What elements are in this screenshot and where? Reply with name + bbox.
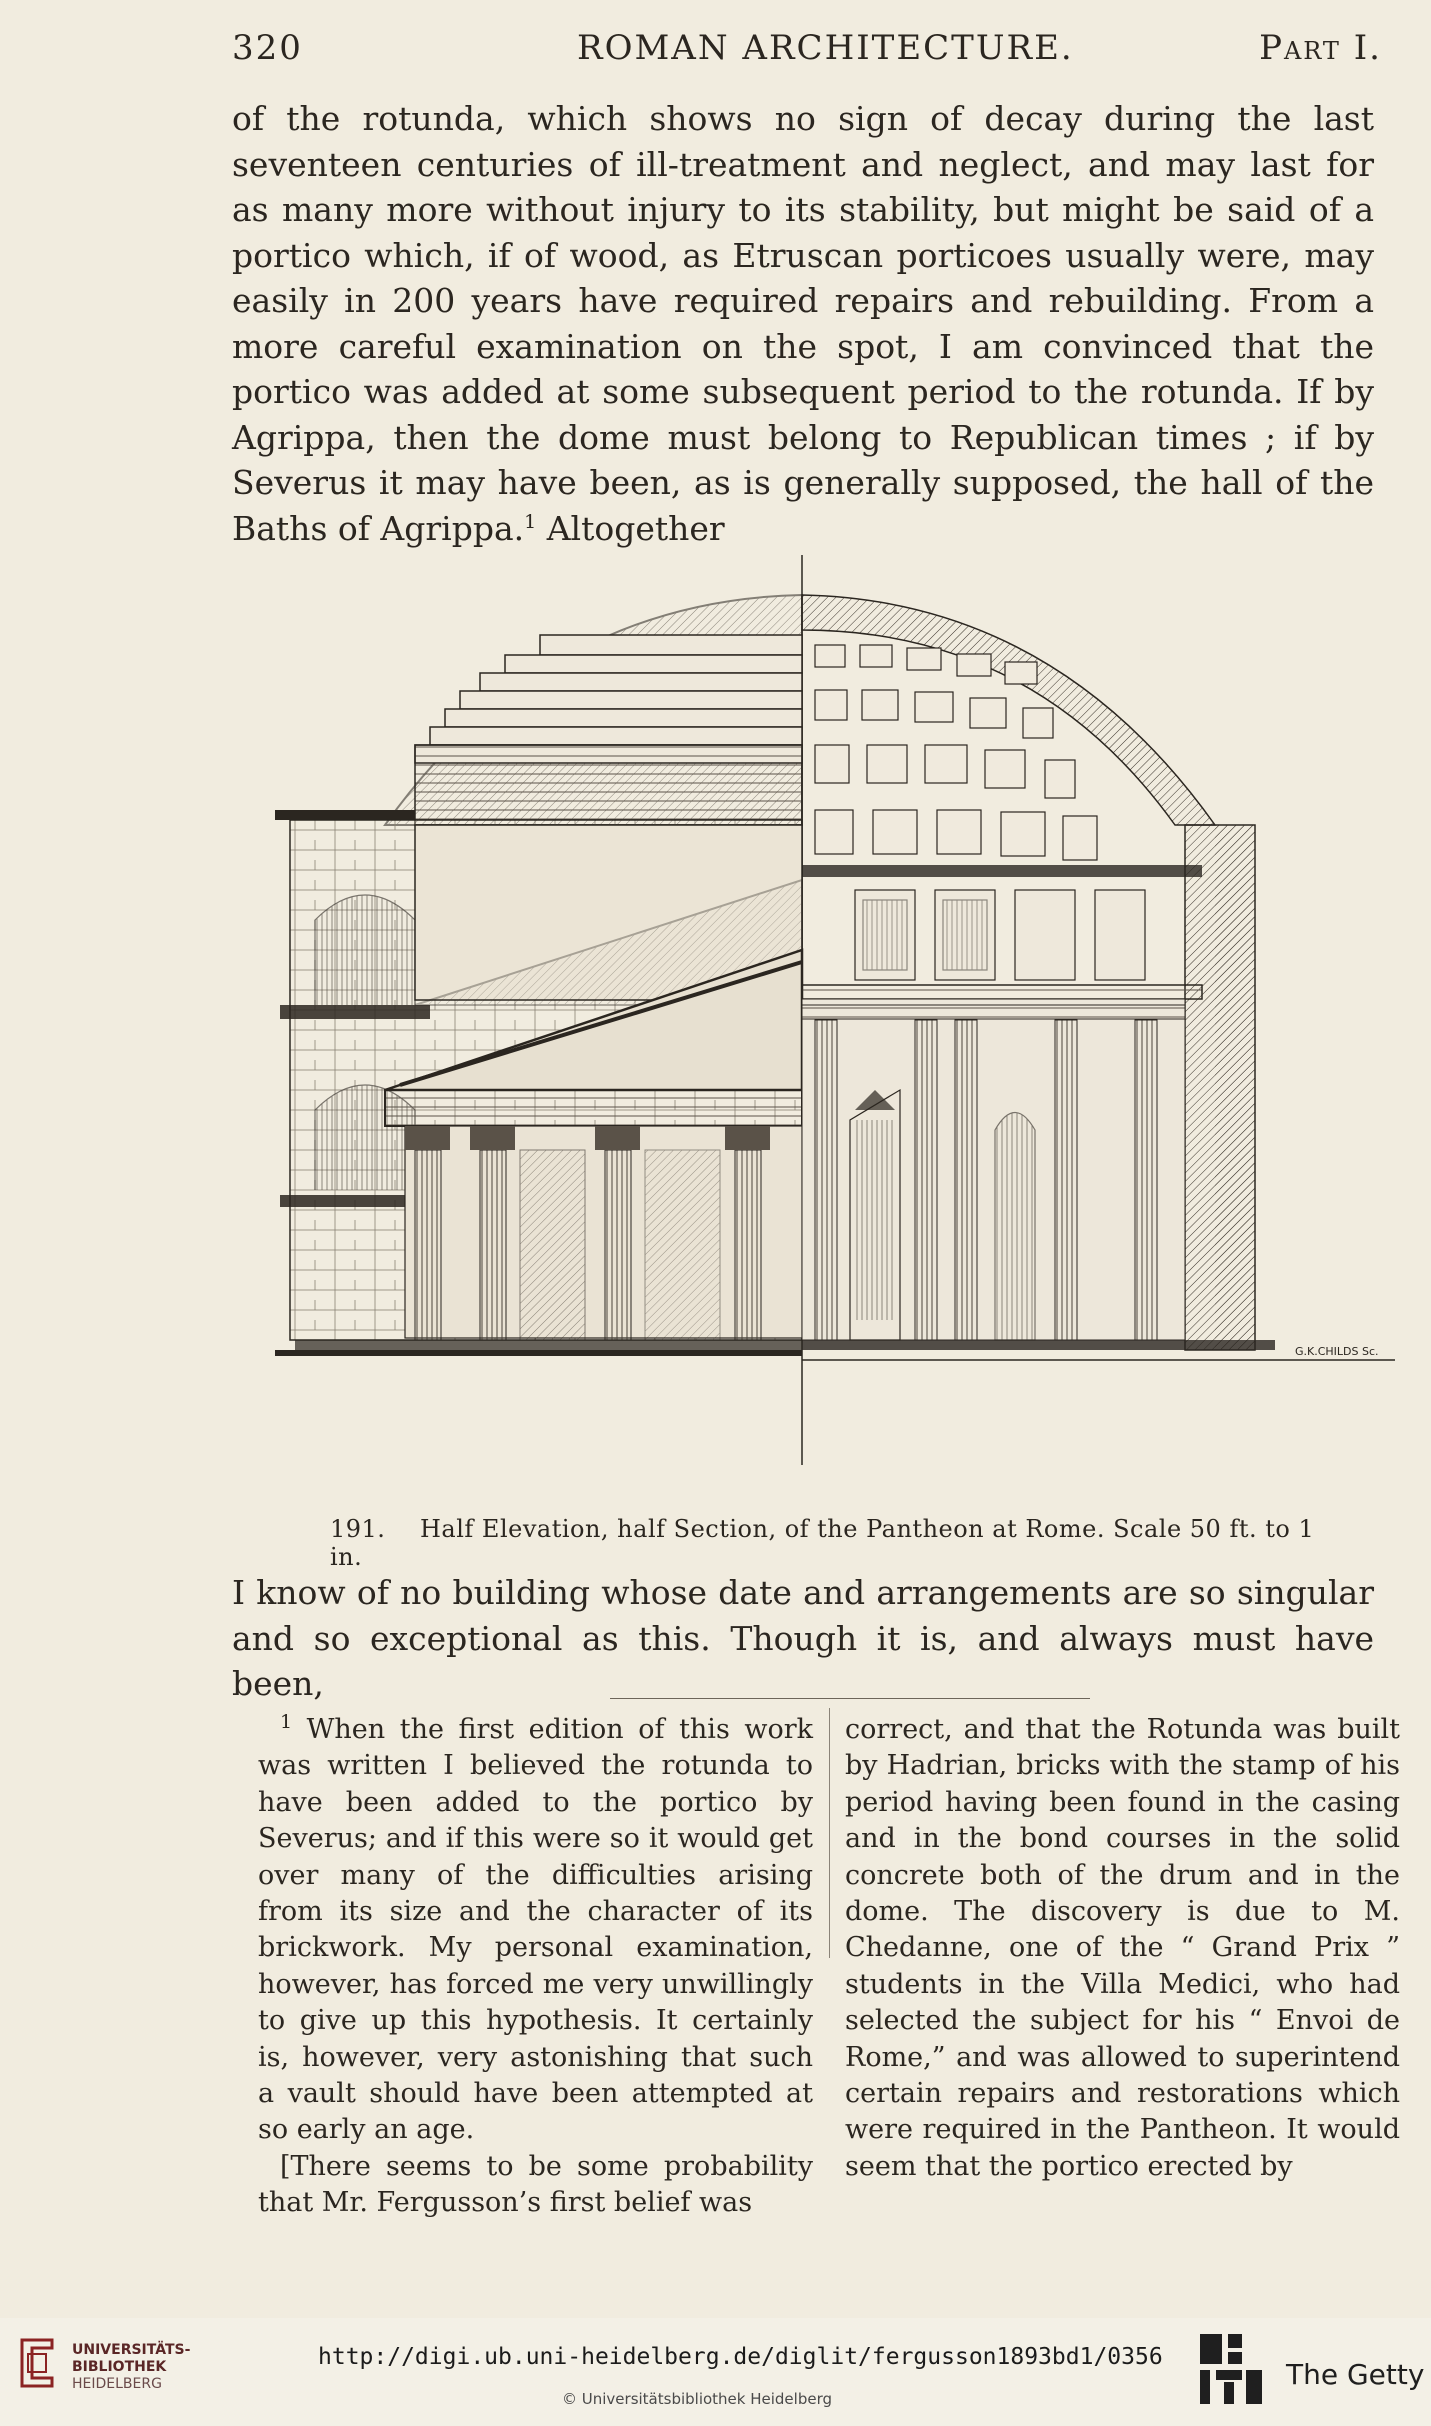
- part-label: Part I.: [1259, 28, 1382, 68]
- figure-caption-text: Half Elevation, half Section, of the Pantheon at Rome. Scale 50 ft. to 1 in.: [330, 1515, 1315, 1571]
- steps-left: [295, 1340, 802, 1350]
- running-title: ROMAN ARCHITECTURE.: [577, 28, 1074, 68]
- getty-label: The Getty: [1286, 2358, 1425, 2391]
- library-name-line1: UNIVERSITÄTS-: [72, 2342, 191, 2358]
- getty-logo-icon: [1196, 2330, 1266, 2412]
- attic-cornice: [802, 865, 1202, 877]
- main-cornice-right: [802, 985, 1202, 999]
- body-text-top: of the rotunda, which shows no sign of decay during the last seventeen centuries of ill-treatment and neglect, and may last for as many more without injury to its stability, but might be said of a portico which, if of wood, as Etruscan porticoes usually were, may easily in 200 years have required repairs and rebuilding. From a more careful examination on the spot, I am convinced that the portico was added at some subsequent period to the rotunda. If by Agrippa, then the dome must belong to Republican times ; if by Severus it may have been, as is generally supposed, the hall of the Baths of Agrippa.: [232, 99, 1374, 548]
- body-paragraph-bottom: [232, 1570, 1374, 1707]
- body-text-top-end: Altogether: [536, 508, 725, 548]
- footnote-right-column: [845, 1712, 1400, 2185]
- footnote-text-1: When the first edition of this work was written I believed the rotunda to have been added to the portico by Severus; and if this were so it would get over many of the difficulties arising from its size and the character of its brickwork. My personal examination, however, has forced me very unwillingly to give up this hypothesis. It certainly is, however, very astonishing that such a vault should have been attempted at so early an age.: [258, 1714, 813, 2146]
- figure-caption: [330, 1515, 1330, 1571]
- interior-order: [802, 999, 1185, 1340]
- footnote-rule: [610, 1698, 1090, 1699]
- attic-panels: [855, 890, 1145, 980]
- portico-entablature: [385, 1090, 802, 1126]
- body-text-bottom: I know of no building whose date and arrangements are so singular and so exceptional as this. Though it is, and always must have been,: [232, 1573, 1374, 1703]
- cornice-left: [275, 810, 415, 820]
- library-name: [72, 2342, 190, 2393]
- floor-right: [802, 1340, 1275, 1350]
- body-paragraph-top: [232, 96, 1374, 551]
- footnote-text-3: correct, and that the Rotunda was built by Hadrian, bricks with the stamp of his period having been found in the casing and in the bond courses in the solid concrete both of the drum and in the dome. The discovery is due to M. Chedanne, one of the “ Grand Prix ” students in the Villa Medici, who had selected the subject for his “ Envoi de Rome,” and was allowed to superintend certain repairs and restorations which were required in the Pantheon. It would seem that the portico erected by: [845, 1714, 1400, 2182]
- digitization-footer: [0, 2318, 1431, 2426]
- library-name-line3: HEIDELBERG: [72, 2376, 162, 2392]
- footnote-text-2: [There seems to be some probability that Mr. Fergusson’s first belief was: [258, 2150, 813, 2219]
- engraver-signature: G.K.CHILDS Sc.: [1295, 1345, 1379, 1358]
- pantheon-engraving: [255, 550, 1395, 1470]
- footnote-left-column: [258, 1712, 813, 2222]
- page-number: 320: [232, 28, 303, 68]
- footnote-column-divider: [829, 1708, 830, 1958]
- dome-steps: [415, 635, 802, 763]
- dome-steps-lower: [415, 745, 802, 825]
- library-name-line2: BIBLIOTHEK: [72, 2359, 167, 2375]
- relieving-arch-left: [315, 895, 415, 1005]
- heidelberg-library-logo-icon: [14, 2334, 60, 2390]
- portico-columns: [405, 1126, 802, 1340]
- running-head: [232, 28, 1382, 76]
- copyright-notice: © Universitätsbibliothek Heidelberg: [562, 2390, 833, 2408]
- figure-number: 191.: [330, 1515, 386, 1543]
- ground-left: [275, 1350, 802, 1356]
- permalink-url[interactable]: http://digi.ub.uni-heidelberg.de/diglit/fergusson1893bd1/0356: [318, 2344, 1163, 2370]
- mid-cornice-left: [280, 1005, 430, 1019]
- wall-section-outer: [1215, 825, 1255, 1350]
- footnote-reference: 1: [524, 510, 537, 533]
- footnote-marker: 1: [280, 1711, 293, 1733]
